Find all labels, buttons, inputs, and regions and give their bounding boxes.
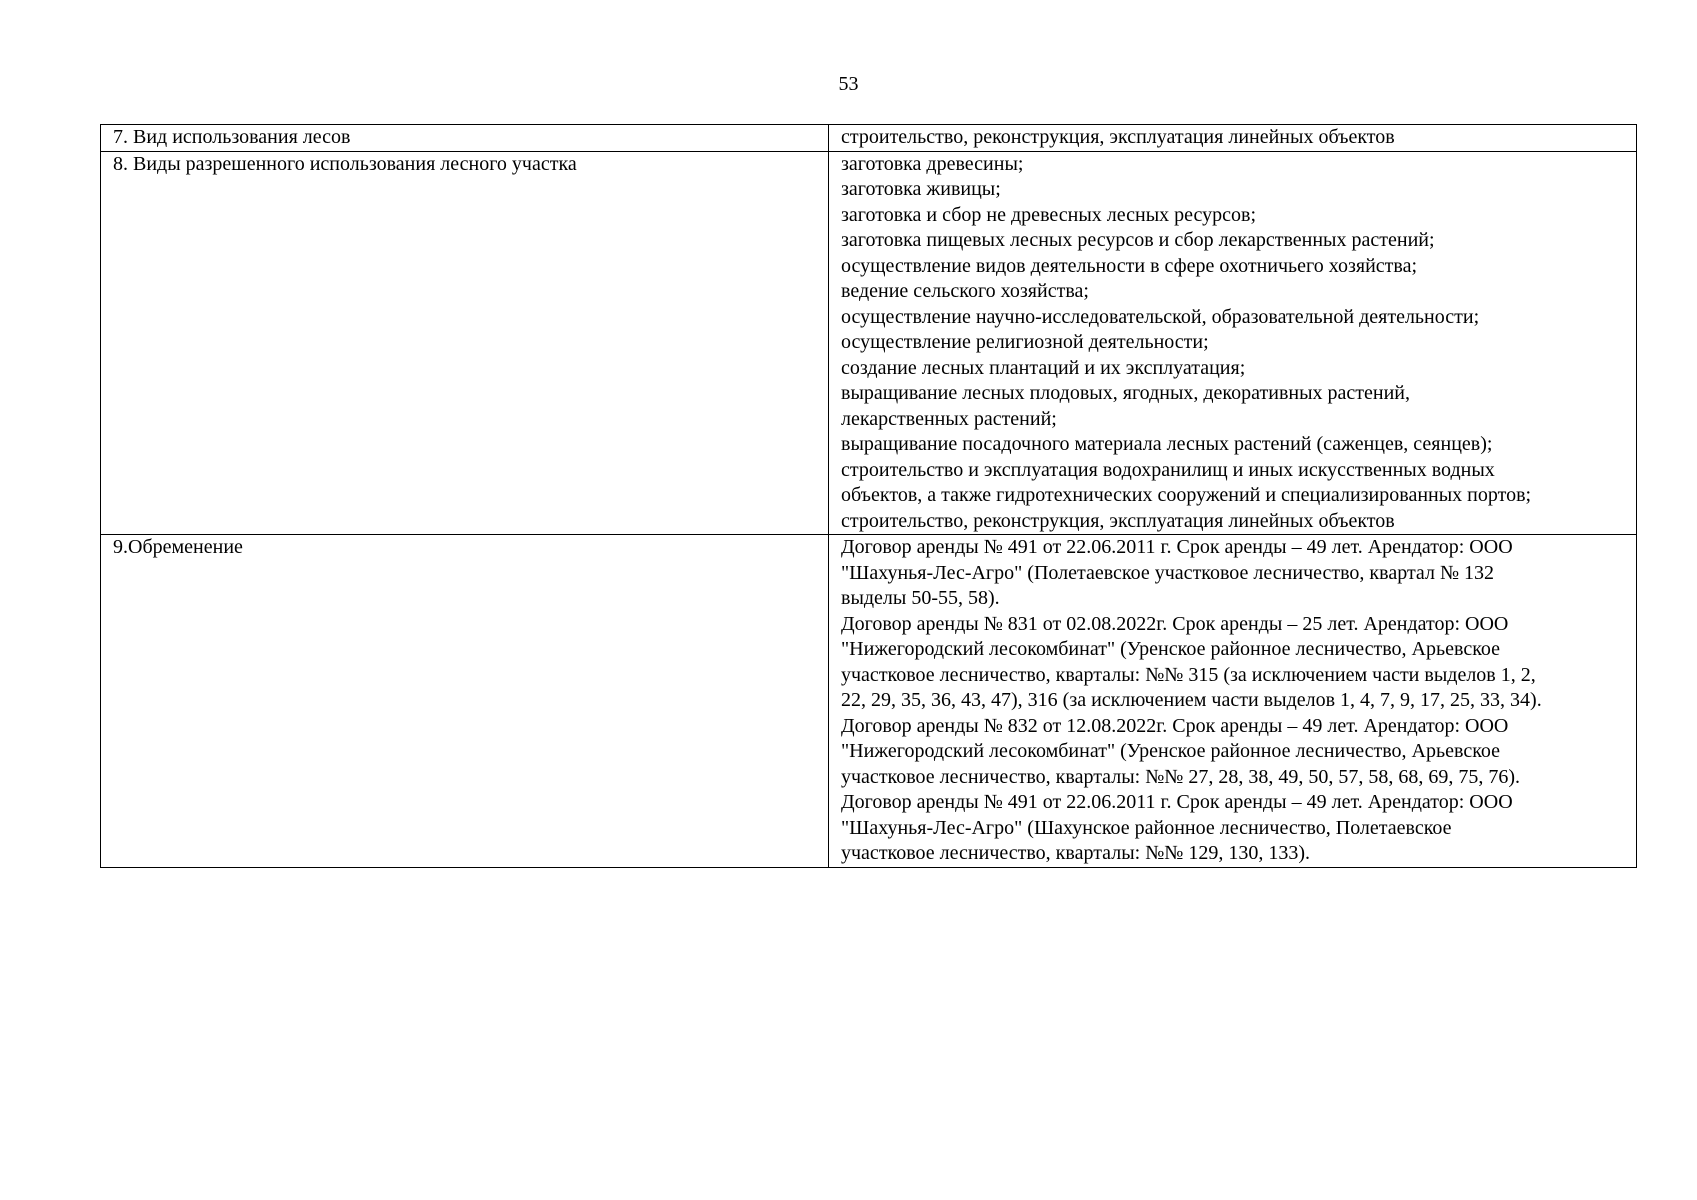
table-row	[101, 125, 1637, 152]
row-value-line: осуществление научно-исследовательской, образовательной деятельности;	[841, 305, 1480, 328]
row-value-cell	[829, 125, 1637, 152]
row-value-line: строительство и эксплуатация водохранилищ и иных искусственных водных	[841, 458, 1495, 481]
row-value-line: заготовка древесины;	[841, 152, 1024, 175]
row-value-line: выращивание посадочного материала лесных растений (саженцев, сеянцев);	[841, 433, 1493, 455]
row-value-cell	[829, 535, 1637, 868]
row-value-line: заготовка живицы;	[841, 178, 1001, 200]
row-label-cell	[101, 125, 829, 152]
row-value-line: Договор аренды № 491 от 22.06.2011 г. Срок аренды – 49 лет. Арендатор: ООО	[841, 791, 1513, 813]
row-value-line: "Нижегородский лесокомбинат" (Уренское районное лесничество, Арьевское	[841, 740, 1501, 762]
row-value-line: лекарственных растений;	[841, 407, 1057, 430]
table-row	[101, 151, 1637, 535]
row-value-line: "Нижегородский лесокомбинат" (Уренское районное лесничество, Арьевское	[841, 638, 1501, 660]
row-value-line: объектов, а также гидротехнических сооружений и специализированных портов;	[841, 484, 1532, 506]
row-value-line: участковое лесничество, кварталы: №№ 315 (за исключением части выделов 1, 2,	[841, 663, 1536, 686]
row-value-cell	[829, 151, 1637, 535]
row-value-line: выращивание лесных плодовых, ягодных, декоративных растений,	[841, 382, 1411, 404]
row-label: 8. Виды разрешенного использования лесного участка	[113, 152, 577, 175]
row-label-cell	[101, 151, 829, 535]
row-label-cell	[101, 535, 829, 868]
row-value-line: заготовка и сбор не древесных лесных ресурсов;	[841, 203, 1257, 226]
row-value-line: строительство, реконструкция, эксплуатация линейных объектов	[841, 126, 1395, 148]
row-label: 9.Обременение	[113, 536, 243, 558]
row-value-line: создание лесных плантаций и их эксплуатация;	[841, 356, 1246, 379]
page-number: 53	[838, 73, 859, 95]
row-value-line: "Шахунья-Лес-Агро" (Полетаевское участковое лесничество, квартал № 132	[841, 561, 1495, 584]
document-table	[100, 124, 1637, 868]
table-row	[101, 535, 1637, 868]
row-value-line: участковое лесничество, кварталы: №№ 129, 130, 133).	[841, 842, 1311, 864]
row-value-line: Договор аренды № 832 от 12.08.2022г. Срок аренды – 49 лет. Арендатор: ООО	[841, 714, 1509, 737]
row-value-line: Договор аренды № 831 от 02.08.2022г. Срок аренды – 25 лет. Арендатор: ООО	[841, 612, 1509, 635]
row-value-line: 22, 29, 35, 36, 43, 47), 316 (за исключением части выделов 1, 4, 7, 9, 17, 25, 33, 34).	[841, 689, 1542, 711]
row-value-line: строительство, реконструкция, эксплуатация линейных объектов	[841, 509, 1395, 532]
row-label: 7. Вид использования лесов	[113, 126, 351, 148]
row-value-line: осуществление религиозной деятельности;	[841, 331, 1209, 353]
row-value-line: ведение сельского хозяйства;	[841, 280, 1089, 302]
row-value-line: "Шахунья-Лес-Агро" (Шахунское районное лесничество, Полетаевское	[841, 816, 1452, 839]
row-value-line: участковое лесничество, кварталы: №№ 27, 28, 38, 49, 50, 57, 58, 68, 69, 75, 76).	[841, 765, 1521, 788]
row-value-line: Договор аренды № 491 от 22.06.2011 г. Срок аренды – 49 лет. Арендатор: ООО	[841, 536, 1513, 558]
row-value-line: осуществление видов деятельности в сфере охотничьего хозяйства;	[841, 254, 1418, 277]
row-value-line: выделы 50-55, 58).	[841, 587, 1000, 609]
row-value-line: заготовка пищевых лесных ресурсов и сбор лекарственных растений;	[841, 229, 1435, 251]
